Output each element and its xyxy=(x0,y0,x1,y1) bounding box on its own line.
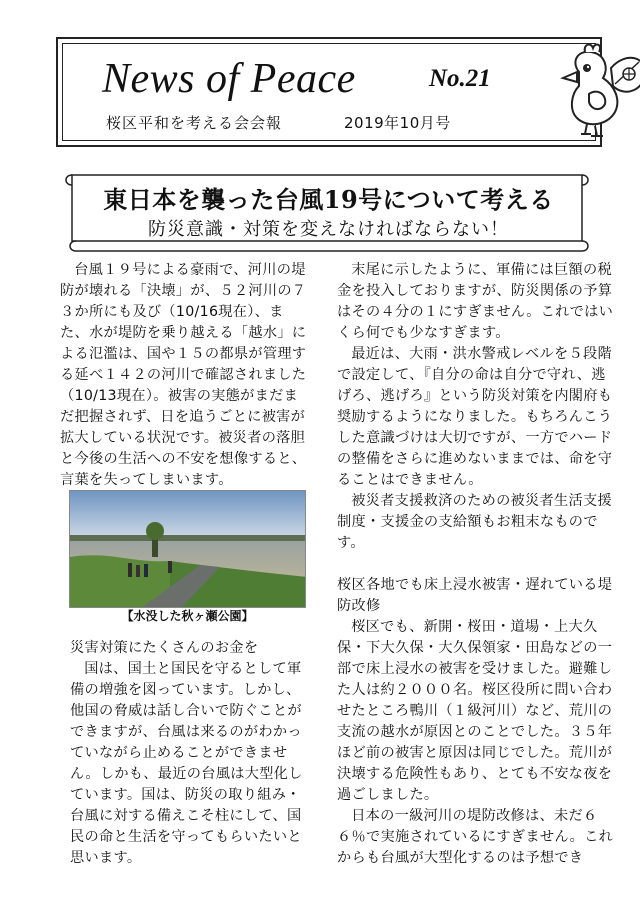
flooded-park-photo xyxy=(69,490,306,608)
right-column xyxy=(337,260,615,869)
left-column-section2 xyxy=(70,638,314,869)
left-column-intro xyxy=(60,260,310,491)
organization-name: 桜区平和を考える会会報 xyxy=(106,114,283,132)
photo-caption: 【水没した秋ヶ瀬公園】 xyxy=(121,609,254,623)
section-heading: 桜区各地でも床上浸水被害・遅れている堤防改修 xyxy=(337,577,613,614)
headline-subtitle: 防災意識・対策を変えなければならない！ xyxy=(148,219,509,240)
paragraph: 桜区でも、新開・桜田・道場・上大久保・下大久保・大久保領家・田島などの一部で床上浸水の被害を受けました。避難した人は約２０００名。桜区役所に問い合わせたところ鴨川（１級河川）など、荒川の支流の越水が原因とのことでした。３５年ほど前の被害と原因は同じでした。荒川が決壊する危険性もあり、とても不安な夜を過ごしました。 xyxy=(337,619,613,803)
paragraph: 台風１９号による豪雨で、河川の堤防が壊れる「決壊」が、５２河川の７３か所にも及び（10/16現在）、また、水が堤防を乗り越える「越水」による氾濫は、国や１５の都県が管理する延べ１４２の河川で確認されました（10/13現在）。被害の実態がまだまだ把握されず、日を追うごとに被害が拡大している状況です。被災者の落胆と今後の生活への不安を想像すると、言葉を失ってしまいます。 xyxy=(60,262,307,488)
newsletter-title: News of Peace xyxy=(102,56,356,102)
issue-number: No.21 xyxy=(429,65,491,92)
section-heading: 災害対策にたくさんのお金を xyxy=(70,640,259,656)
paragraph: 国は、国土と国民を守るとして軍備の増強を図っています。しかし、他国の脅威は話し合いで防ぐことができますが、台風は来るのがわかっていながら止めることができません。しかも、最近の台風は大型化しています。国は、防災の取り組み・台風に対する備えこそ柱にして、国民の命と生活を守ってもらいたいと思います。 xyxy=(70,661,303,866)
issue-date: 2019年10月号 xyxy=(344,114,451,132)
paragraph: 被災者支援救済のための被災者生活支援制度・支援金の支給額もお粗末なものです。 xyxy=(337,493,612,551)
masthead xyxy=(56,37,602,147)
paragraph: 末尾に示したように、軍備には巨額の税金を投入しておりますが、防災関係の予算はその４分の１にすぎません。これではいくら何でも少なすぎます。 xyxy=(337,262,614,341)
headline-title: 東日本を襲った台風19号について考える xyxy=(103,185,554,214)
dove-mascot-icon xyxy=(541,42,640,142)
paragraph: 日本の一級河川の堤防改修は、未だ６６％で実施されているにすぎません。これからも台風が大型化するのは予想でき xyxy=(337,808,614,866)
paragraph: 最近は、大雨・洪水警戒レベルを５段階で設定して、『自分の命は自分で守れ、逃げろ、逃げろ』という防災対策を内閣府も奨励するようになりました。もちろんこうした意識づけは大切ですが、一方でハードの整備をさらに進めないままでは、命を守ることはできません。 xyxy=(337,346,613,488)
headline-banner xyxy=(62,171,595,255)
